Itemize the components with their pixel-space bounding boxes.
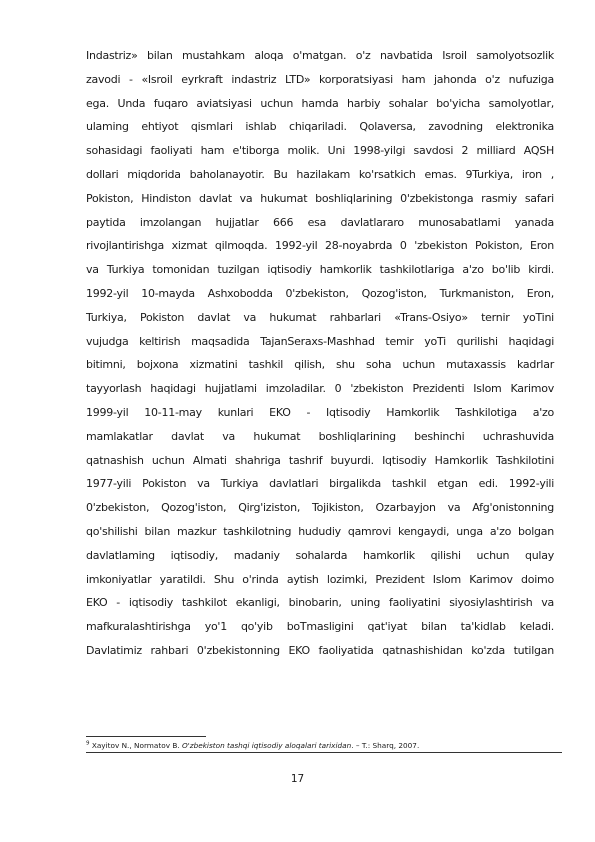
footnote-publication: . – T.: Sharq, 2007. bbox=[351, 741, 420, 750]
text-line: qatnashish uchun Almati shahriga tashrif buyurdi. Iqtisodiy Hamkorlik Tashkilotini bbox=[86, 453, 554, 467]
text-line: imkoniyatlar yaratildi. Shu o'rinda aytish lozimki, Prezident Islom Karimov doimo bbox=[86, 572, 554, 586]
text-line: 1992-yil 10-mayda Ashxobodda 0'zbekiston, Qozog'iston, Turkmaniston, Eron, bbox=[86, 286, 554, 300]
text-line: zavodi - «Isroil eyrkraft indastriz LTD» korporatsiyasi ham jahonda o'z nufuziga bbox=[86, 72, 554, 86]
text-line: 0'zbekiston, Qozog'iston, Qirg'iziston, Tojikiston, Ozarbayjon va Afg'onistonning bbox=[86, 501, 554, 515]
text-line: mamlakatlar davlat va hukumat boshliqlarining beshinchi uchrashuvida bbox=[86, 429, 554, 443]
text-line: EKO - iqtisodiy tashkilot ekanligi, binobarin, uning faoliyatini siyosiylashtirish va bbox=[86, 596, 554, 610]
footnote-authors: Xayitov N., Normatov B. bbox=[89, 741, 182, 750]
text-line: bitimni, bojxona xizmatini tashkil qilish, shu soha uchun mutaxassis kadrlar bbox=[86, 358, 554, 372]
footnote bbox=[86, 741, 562, 753]
text-line: Pokiston, Hindiston davlat va hukumat boshliqlarining 0'zbekistonga rasmiy safari bbox=[86, 191, 554, 205]
text-line: davlatlaming iqtisodiy, madaniy sohalarda hamkorlik qilishi uchun qulay bbox=[86, 548, 554, 562]
text-line: ulaming ehtiyot qismlari ishlab chiqariladi. Qolaversa, zavodning elektronika bbox=[86, 120, 554, 134]
text-line: qo'shilishi bilan mazkur tashkilotning hududiy qamrovi kengaydi, unga a'zo bolgan bbox=[86, 524, 554, 538]
text-line: vujudga keltirish maqsadida TajanSeraxs-Mashhad temir yoTi qurilishi haqidagi bbox=[86, 334, 554, 348]
text-line: ega. Unda fuqaro aviatsiyasi uchun hamda harbiy sohalar bo'yicha samolyotlar, bbox=[86, 96, 554, 110]
footnote-title: O'zbekiston tashqi iqtisodiy aloqalari tarixidan bbox=[182, 741, 352, 750]
text-line: tayyorlash haqidagi hujjatlami imzoladilar. 0 'zbekiston Prezidenti Islom Karimov bbox=[86, 382, 554, 396]
text-line: rivojlantirishga xizmat qilmoqda. 1992-yil 28-noyabrda 0 'zbekiston Pokiston, Eron bbox=[86, 239, 554, 253]
text-line: dollari miqdorida baholanayotir. Bu hazilakam ko'rsatkich emas. 9Turkiya, iron , bbox=[86, 167, 554, 181]
text-line: Turkiya, Pokiston davlat va hukumat rahbarlari «Trans-Osiyo» ternir yoTini bbox=[86, 310, 554, 324]
text-line: Indastriz» bilan mustahkam aloqa o'matgan. o'z navbatida Isroil samolyotsozlik bbox=[86, 49, 554, 62]
body-text bbox=[86, 44, 554, 663]
text-line: paytida imzolangan hujjatlar 666 esa davlatlararo munosabatlami yanada bbox=[86, 215, 554, 229]
text-line: sohasidagi faoliyati ham e'tiborga molik. Uni 1998-yilgi savdosi 2 milliard AQSH bbox=[86, 144, 554, 158]
footnote-separator bbox=[86, 736, 206, 737]
text-line: 1999-yil 10-11-may kunlari EKO - Iqtisodiy Hamkorlik Tashkilotiga a'zo bbox=[86, 405, 554, 419]
text-line: Davlatimiz rahbari 0'zbekistonning EKO faoliyatida qatnashishidan ko'zda tutilgan bbox=[86, 643, 554, 657]
text-line: mafkuralashtirishga yo'1 qo'yib boTmasligini qat'iyat bilan ta'kidlab keladi. bbox=[86, 620, 554, 634]
footnote-marker: 9 bbox=[86, 740, 90, 747]
page-number: 17 bbox=[290, 773, 305, 785]
text-line: va Turkiya tomonidan tuzilgan iqtisodiy hamkorlik tashkilotlariga a'zo bo'lib kirdi. bbox=[86, 263, 554, 277]
text-line: 1977-yili Pokiston va Turkiya davlatlari birgalikda tashkil etgan edi. 1992-yili bbox=[86, 477, 554, 491]
